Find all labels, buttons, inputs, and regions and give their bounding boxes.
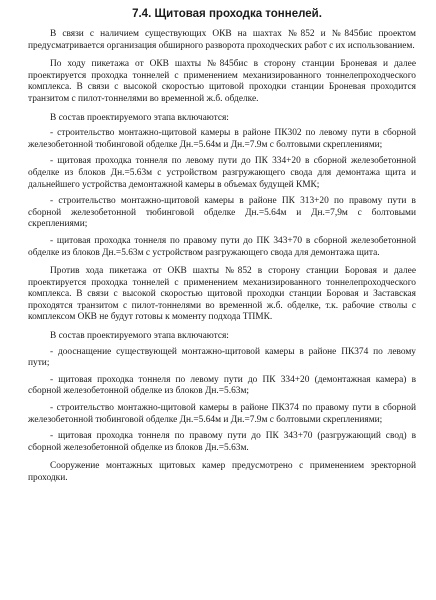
paragraph-stage-composition-2: В состав проектируемого этапа включаются: — [50, 331, 229, 342]
section-title: 7.4. Щитовая проходка тоннелей. — [132, 8, 322, 20]
paragraph-stage-composition-1: В состав проектируемого этапа включаются: — [50, 112, 229, 123]
paragraph-intro: В связи с наличием существующих ОКВ на шахтах №852 и №845бис проектом предусматривается организация обширного разворота проходческих работ с их использованием. — [28, 29, 416, 51]
paragraph-erector: Сооружение монтажных щитовых камер предусмотрено с применением эректорной проходки. — [28, 461, 416, 483]
list-item: - дооснащение существующей монтажно-щитовой камеры в районе ПК374 по левому пути; — [28, 346, 416, 369]
list-item: - щитовая проходка тоннеля по левому пути до ПК 334+20 в сборной железобетонной обделке из блоков Дн.=5.63м с устройством разгружающего свода для демонтажа щита и дальнейшего устройства демонтажной камеры в объемах будущей КМК; — [28, 156, 416, 190]
paragraph-852-direction: Против хода пикетажа от ОКВ шахты №852 в сторону станции Боровая и далее проектируется проходка тоннелей с применением механизированного тоннелепроходческого комплекса. В связи с высокой скоростью щитовой проходки станции Боровая и Заставская проходятся транзитом с пилот-тоннелями во временной ж.б. обделке, т.к. рабочие стволы с комплексом ОКВ не будут готовы к моменту подхода ТПМК. — [28, 266, 416, 323]
list-item: - щитовая проходка тоннеля по левому пути до ПК 334+20 (демонтажная камера) в сборной железобетонной обделке из блоков Дн.=5.63м; — [28, 374, 416, 397]
paragraph-845bis-direction: По ходу пикетажа от ОКВ шахты №845бис в сторону станции Броневая и далее проектируется проходка тоннелей с применением механизированного тоннелепроходческого комплекса. В связи с высокой скоростью щитовой проходки станции Броневая проходится транзитом с пилот-тоннелями во временной ж.б. обделке. — [28, 59, 416, 104]
list-item: - строительство монтажно-щитовой камеры в районе ПК374 по правому пути в сборной железобетонной тюбинговой обделке Дн.=5.64м и Дн.=7.9м с болтовыми скреплениями; — [28, 403, 416, 425]
list-item: - строительство монтажно-щитовой камеры в районе ПК302 по левому пути в сборной железобетонной тюбинговой обделке Дн.=5.64м и Дн.=7.9м с болтовыми скреплениями; — [28, 128, 416, 150]
list-item: - щитовая проходка тоннеля по правому пути до ПК 343+70 в сборной железобетонной обделке из блоков Дн.=5.63м с устройством разгружающего свода для демонтажа щита. — [28, 235, 416, 258]
list-item: - щитовая проходка тоннеля по правому пути до ПК 343+70 (разгружающий свод) в сборной железобетонной обделке из блоков Дн.=5.63м. — [28, 431, 416, 453]
list-item: - строительство монтажно-щитовой камеры в районе ПК 313+20 по правому пути в сборной железобетонной тюбинговой обделке Дн.=5.64м и Дн.=7,9м с болтовыми скреплениями; — [28, 196, 416, 230]
